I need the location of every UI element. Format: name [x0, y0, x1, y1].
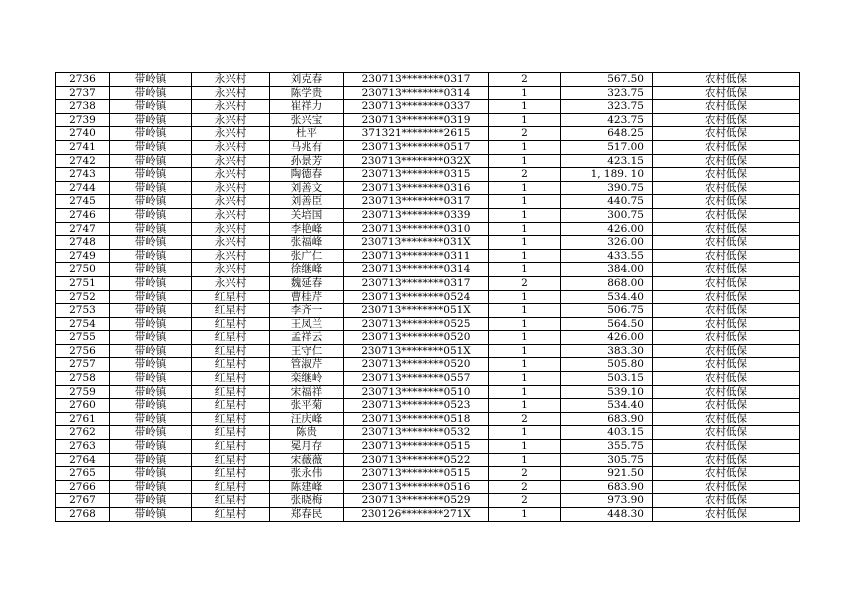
- id-number-cell: 230126********271X: [344, 508, 489, 522]
- aid-type-cell: 农村低保: [653, 344, 800, 358]
- row-number-cell: 2745: [56, 195, 110, 209]
- aid-type-cell: 农村低保: [653, 317, 800, 331]
- row-number-cell: 2751: [56, 276, 110, 290]
- household-count-cell: 1: [489, 86, 561, 100]
- name-cell: 陈学贵: [270, 86, 344, 100]
- id-number-cell: 230713********0515: [344, 440, 489, 454]
- table-row: [56, 100, 800, 114]
- name-cell: 宋薇薇: [270, 453, 344, 467]
- table-row: [56, 372, 800, 386]
- town-cell: 带岭镇: [110, 304, 192, 318]
- village-cell: 红星村: [192, 494, 270, 508]
- table-row: [56, 480, 800, 494]
- aid-type-cell: 农村低保: [653, 358, 800, 372]
- id-number-cell: 230713********0515: [344, 467, 489, 481]
- aid-type-cell: 农村低保: [653, 412, 800, 426]
- aid-type-cell: 农村低保: [653, 331, 800, 345]
- village-cell: 永兴村: [192, 208, 270, 222]
- amount-cell: 648.25: [561, 127, 653, 141]
- aid-type-cell: 农村低保: [653, 494, 800, 508]
- household-count-cell: 1: [489, 304, 561, 318]
- aid-type-cell: 农村低保: [653, 140, 800, 154]
- amount-cell: 390.75: [561, 181, 653, 195]
- village-cell: 红星村: [192, 344, 270, 358]
- village-cell: 永兴村: [192, 100, 270, 114]
- row-number-cell: 2755: [56, 331, 110, 345]
- amount-cell: 539.10: [561, 385, 653, 399]
- village-cell: 红星村: [192, 304, 270, 318]
- table-row: [56, 195, 800, 209]
- town-cell: 带岭镇: [110, 168, 192, 182]
- village-cell: 红星村: [192, 290, 270, 304]
- town-cell: 带岭镇: [110, 140, 192, 154]
- beneficiary-table: [55, 72, 800, 522]
- village-cell: 永兴村: [192, 236, 270, 250]
- amount-cell: 423.75: [561, 113, 653, 127]
- id-number-cell: 230713********0518: [344, 412, 489, 426]
- table-row: [56, 331, 800, 345]
- household-count-cell: 1: [489, 236, 561, 250]
- town-cell: 带岭镇: [110, 127, 192, 141]
- amount-cell: 505.80: [561, 358, 653, 372]
- row-number-cell: 2746: [56, 208, 110, 222]
- id-number-cell: 230713********0510: [344, 385, 489, 399]
- table-row: [56, 290, 800, 304]
- row-number-cell: 2747: [56, 222, 110, 236]
- village-cell: 红星村: [192, 480, 270, 494]
- household-count-cell: 2: [489, 127, 561, 141]
- row-number-cell: 2752: [56, 290, 110, 304]
- household-count-cell: 1: [489, 358, 561, 372]
- name-cell: 汪庆峰: [270, 412, 344, 426]
- household-count-cell: 1: [489, 344, 561, 358]
- aid-type-cell: 农村低保: [653, 426, 800, 440]
- name-cell: 崔祥力: [270, 100, 344, 114]
- town-cell: 带岭镇: [110, 467, 192, 481]
- household-count-cell: 1: [489, 100, 561, 114]
- town-cell: 带岭镇: [110, 426, 192, 440]
- household-count-cell: 1: [489, 290, 561, 304]
- name-cell: 张永伟: [270, 467, 344, 481]
- household-count-cell: 1: [489, 426, 561, 440]
- town-cell: 带岭镇: [110, 222, 192, 236]
- village-cell: 永兴村: [192, 249, 270, 263]
- table-row: [56, 113, 800, 127]
- table-row: [56, 399, 800, 413]
- id-number-cell: 230713********0339: [344, 208, 489, 222]
- aid-type-cell: 农村低保: [653, 73, 800, 87]
- row-number-cell: 2761: [56, 412, 110, 426]
- name-cell: 陈贵: [270, 426, 344, 440]
- aid-type-cell: 农村低保: [653, 304, 800, 318]
- aid-type-cell: 农村低保: [653, 467, 800, 481]
- household-count-cell: 1: [489, 208, 561, 222]
- id-number-cell: 230713********0520: [344, 331, 489, 345]
- id-number-cell: 230713********032X: [344, 154, 489, 168]
- village-cell: 红星村: [192, 385, 270, 399]
- table-row: [56, 304, 800, 318]
- village-cell: 红星村: [192, 453, 270, 467]
- aid-type-cell: 农村低保: [653, 154, 800, 168]
- name-cell: 魏延春: [270, 276, 344, 290]
- aid-type-cell: 农村低保: [653, 86, 800, 100]
- row-number-cell: 2736: [56, 73, 110, 87]
- household-count-cell: 1: [489, 140, 561, 154]
- town-cell: 带岭镇: [110, 508, 192, 522]
- row-number-cell: 2765: [56, 467, 110, 481]
- town-cell: 带岭镇: [110, 236, 192, 250]
- id-number-cell: 230713********0337: [344, 100, 489, 114]
- amount-cell: 973.90: [561, 494, 653, 508]
- household-count-cell: 1: [489, 317, 561, 331]
- village-cell: 永兴村: [192, 168, 270, 182]
- household-count-cell: 2: [489, 480, 561, 494]
- id-number-cell: 230713********0523: [344, 399, 489, 413]
- id-number-cell: 371321********2615: [344, 127, 489, 141]
- household-count-cell: 1: [489, 399, 561, 413]
- table-row: [56, 344, 800, 358]
- id-number-cell: 230713********0522: [344, 453, 489, 467]
- name-cell: 张广仁: [270, 249, 344, 263]
- amount-cell: 567.50: [561, 73, 653, 87]
- name-cell: 李艳峰: [270, 222, 344, 236]
- row-number-cell: 2766: [56, 480, 110, 494]
- aid-type-cell: 农村低保: [653, 385, 800, 399]
- town-cell: 带岭镇: [110, 263, 192, 277]
- name-cell: 李齐一: [270, 304, 344, 318]
- row-number-cell: 2740: [56, 127, 110, 141]
- table-row: [56, 385, 800, 399]
- amount-cell: 384.00: [561, 263, 653, 277]
- town-cell: 带岭镇: [110, 73, 192, 87]
- amount-cell: 426.00: [561, 222, 653, 236]
- town-cell: 带岭镇: [110, 480, 192, 494]
- name-cell: 栾继岭: [270, 372, 344, 386]
- table-row: [56, 426, 800, 440]
- town-cell: 带岭镇: [110, 412, 192, 426]
- id-number-cell: 230713********0557: [344, 372, 489, 386]
- row-number-cell: 2767: [56, 494, 110, 508]
- table-row: [56, 86, 800, 100]
- aid-type-cell: 农村低保: [653, 236, 800, 250]
- id-number-cell: 230713********0317: [344, 73, 489, 87]
- table-row: [56, 73, 800, 87]
- aid-type-cell: 农村低保: [653, 127, 800, 141]
- row-number-cell: 2743: [56, 168, 110, 182]
- amount-cell: 423.15: [561, 154, 653, 168]
- id-number-cell: 230713********0314: [344, 263, 489, 277]
- aid-type-cell: 农村低保: [653, 276, 800, 290]
- aid-type-cell: 农村低保: [653, 372, 800, 386]
- aid-type-cell: 农村低保: [653, 222, 800, 236]
- town-cell: 带岭镇: [110, 358, 192, 372]
- id-number-cell: 230713********051X: [344, 344, 489, 358]
- amount-cell: 355.75: [561, 440, 653, 454]
- name-cell: 徐继峰: [270, 263, 344, 277]
- amount-cell: 868.00: [561, 276, 653, 290]
- id-number-cell: 230713********0317: [344, 195, 489, 209]
- town-cell: 带岭镇: [110, 453, 192, 467]
- town-cell: 带岭镇: [110, 440, 192, 454]
- id-number-cell: 230713********0524: [344, 290, 489, 304]
- village-cell: 红星村: [192, 508, 270, 522]
- table-row: [56, 494, 800, 508]
- row-number-cell: 2768: [56, 508, 110, 522]
- household-count-cell: 1: [489, 154, 561, 168]
- village-cell: 永兴村: [192, 181, 270, 195]
- household-count-cell: 1: [489, 385, 561, 399]
- village-cell: 红星村: [192, 412, 270, 426]
- name-cell: 张晓梅: [270, 494, 344, 508]
- id-number-cell: 230713********051X: [344, 304, 489, 318]
- table-row: [56, 276, 800, 290]
- town-cell: 带岭镇: [110, 249, 192, 263]
- village-cell: 永兴村: [192, 113, 270, 127]
- row-number-cell: 2748: [56, 236, 110, 250]
- name-cell: 宋福祥: [270, 385, 344, 399]
- household-count-cell: 2: [489, 73, 561, 87]
- row-number-cell: 2760: [56, 399, 110, 413]
- aid-type-cell: 农村低保: [653, 453, 800, 467]
- village-cell: 永兴村: [192, 154, 270, 168]
- id-number-cell: 230713********0310: [344, 222, 489, 236]
- name-cell: 曹桂芹: [270, 290, 344, 304]
- amount-cell: 305.75: [561, 453, 653, 467]
- name-cell: 冕月存: [270, 440, 344, 454]
- aid-type-cell: 农村低保: [653, 208, 800, 222]
- town-cell: 带岭镇: [110, 100, 192, 114]
- name-cell: 陈建峰: [270, 480, 344, 494]
- row-number-cell: 2762: [56, 426, 110, 440]
- town-cell: 带岭镇: [110, 276, 192, 290]
- village-cell: 红星村: [192, 358, 270, 372]
- town-cell: 带岭镇: [110, 113, 192, 127]
- town-cell: 带岭镇: [110, 385, 192, 399]
- village-cell: 永兴村: [192, 140, 270, 154]
- amount-cell: 300.75: [561, 208, 653, 222]
- amount-cell: 921.50: [561, 467, 653, 481]
- village-cell: 红星村: [192, 440, 270, 454]
- town-cell: 带岭镇: [110, 331, 192, 345]
- household-count-cell: 2: [489, 494, 561, 508]
- amount-cell: 433.55: [561, 249, 653, 263]
- village-cell: 永兴村: [192, 222, 270, 236]
- village-cell: 红星村: [192, 317, 270, 331]
- name-cell: 郑春民: [270, 508, 344, 522]
- household-count-cell: 1: [489, 440, 561, 454]
- name-cell: 杜平: [270, 127, 344, 141]
- id-number-cell: 230713********0520: [344, 358, 489, 372]
- row-number-cell: 2742: [56, 154, 110, 168]
- amount-cell: 683.90: [561, 412, 653, 426]
- aid-type-cell: 农村低保: [653, 249, 800, 263]
- household-count-cell: 1: [489, 181, 561, 195]
- amount-cell: 503.15: [561, 372, 653, 386]
- aid-type-cell: 农村低保: [653, 399, 800, 413]
- id-number-cell: 230713********0319: [344, 113, 489, 127]
- name-cell: 管淑芹: [270, 358, 344, 372]
- amount-cell: 683.90: [561, 480, 653, 494]
- aid-type-cell: 农村低保: [653, 100, 800, 114]
- village-cell: 永兴村: [192, 86, 270, 100]
- name-cell: 马兆有: [270, 140, 344, 154]
- name-cell: 刘善臣: [270, 195, 344, 209]
- household-count-cell: 1: [489, 331, 561, 345]
- amount-cell: 440.75: [561, 195, 653, 209]
- amount-cell: 1, 189. 10: [561, 168, 653, 182]
- town-cell: 带岭镇: [110, 372, 192, 386]
- id-number-cell: 230713********0516: [344, 480, 489, 494]
- table-row: [56, 168, 800, 182]
- row-number-cell: 2764: [56, 453, 110, 467]
- village-cell: 永兴村: [192, 127, 270, 141]
- table-row: [56, 127, 800, 141]
- name-cell: 孙景芳: [270, 154, 344, 168]
- amount-cell: 448.30: [561, 508, 653, 522]
- household-count-cell: 1: [489, 249, 561, 263]
- aid-type-cell: 农村低保: [653, 113, 800, 127]
- table-row: [56, 508, 800, 522]
- aid-type-cell: 农村低保: [653, 181, 800, 195]
- table-row: [56, 222, 800, 236]
- town-cell: 带岭镇: [110, 181, 192, 195]
- id-number-cell: 230713********0517: [344, 140, 489, 154]
- amount-cell: 403.15: [561, 426, 653, 440]
- id-number-cell: 230713********0525: [344, 317, 489, 331]
- town-cell: 带岭镇: [110, 344, 192, 358]
- id-number-cell: 230713********0529: [344, 494, 489, 508]
- row-number-cell: 2756: [56, 344, 110, 358]
- id-number-cell: 230713********031X: [344, 236, 489, 250]
- row-number-cell: 2738: [56, 100, 110, 114]
- name-cell: 关培国: [270, 208, 344, 222]
- row-number-cell: 2750: [56, 263, 110, 277]
- row-number-cell: 2754: [56, 317, 110, 331]
- village-cell: 红星村: [192, 331, 270, 345]
- town-cell: 带岭镇: [110, 317, 192, 331]
- household-count-cell: 1: [489, 263, 561, 277]
- amount-cell: 506.75: [561, 304, 653, 318]
- amount-cell: 426.00: [561, 331, 653, 345]
- id-number-cell: 230713********0316: [344, 181, 489, 195]
- amount-cell: 383.30: [561, 344, 653, 358]
- village-cell: 永兴村: [192, 73, 270, 87]
- village-cell: 红星村: [192, 399, 270, 413]
- household-count-cell: 1: [489, 508, 561, 522]
- amount-cell: 534.40: [561, 290, 653, 304]
- table-row: [56, 140, 800, 154]
- amount-cell: 534.40: [561, 399, 653, 413]
- table-row: [56, 467, 800, 481]
- household-count-cell: 2: [489, 412, 561, 426]
- aid-type-cell: 农村低保: [653, 480, 800, 494]
- household-count-cell: 2: [489, 168, 561, 182]
- table-body: [56, 73, 800, 522]
- table-row: [56, 249, 800, 263]
- name-cell: 孟祥云: [270, 331, 344, 345]
- row-number-cell: 2744: [56, 181, 110, 195]
- table-row: [56, 154, 800, 168]
- village-cell: 永兴村: [192, 195, 270, 209]
- aid-type-cell: 农村低保: [653, 168, 800, 182]
- household-count-cell: 1: [489, 113, 561, 127]
- aid-type-cell: 农村低保: [653, 195, 800, 209]
- aid-type-cell: 农村低保: [653, 440, 800, 454]
- amount-cell: 323.75: [561, 86, 653, 100]
- row-number-cell: 2749: [56, 249, 110, 263]
- table-row: [56, 181, 800, 195]
- row-number-cell: 2737: [56, 86, 110, 100]
- name-cell: 刘克春: [270, 73, 344, 87]
- table-row: [56, 412, 800, 426]
- household-count-cell: 2: [489, 276, 561, 290]
- amount-cell: 564.50: [561, 317, 653, 331]
- table-row: [56, 263, 800, 277]
- village-cell: 红星村: [192, 467, 270, 481]
- town-cell: 带岭镇: [110, 86, 192, 100]
- town-cell: 带岭镇: [110, 399, 192, 413]
- row-number-cell: 2759: [56, 385, 110, 399]
- aid-type-cell: 农村低保: [653, 508, 800, 522]
- household-count-cell: 1: [489, 195, 561, 209]
- id-number-cell: 230713********0317: [344, 276, 489, 290]
- table-row: [56, 236, 800, 250]
- name-cell: 刘善文: [270, 181, 344, 195]
- id-number-cell: 230713********0315: [344, 168, 489, 182]
- amount-cell: 323.75: [561, 100, 653, 114]
- village-cell: 红星村: [192, 426, 270, 440]
- row-number-cell: 2753: [56, 304, 110, 318]
- town-cell: 带岭镇: [110, 154, 192, 168]
- town-cell: 带岭镇: [110, 290, 192, 304]
- table-row: [56, 317, 800, 331]
- row-number-cell: 2757: [56, 358, 110, 372]
- village-cell: 永兴村: [192, 263, 270, 277]
- id-number-cell: 230713********0532: [344, 426, 489, 440]
- name-cell: 王守仁: [270, 344, 344, 358]
- household-count-cell: 1: [489, 372, 561, 386]
- village-cell: 红星村: [192, 372, 270, 386]
- id-number-cell: 230713********0311: [344, 249, 489, 263]
- name-cell: 张福峰: [270, 236, 344, 250]
- name-cell: 张平菊: [270, 399, 344, 413]
- name-cell: 陶德春: [270, 168, 344, 182]
- table-row: [56, 208, 800, 222]
- household-count-cell: 1: [489, 222, 561, 236]
- town-cell: 带岭镇: [110, 494, 192, 508]
- town-cell: 带岭镇: [110, 195, 192, 209]
- row-number-cell: 2741: [56, 140, 110, 154]
- row-number-cell: 2739: [56, 113, 110, 127]
- id-number-cell: 230713********0314: [344, 86, 489, 100]
- household-count-cell: 1: [489, 453, 561, 467]
- table-row: [56, 358, 800, 372]
- amount-cell: 517.00: [561, 140, 653, 154]
- name-cell: 王凤兰: [270, 317, 344, 331]
- household-count-cell: 2: [489, 467, 561, 481]
- amount-cell: 326.00: [561, 236, 653, 250]
- village-cell: 永兴村: [192, 276, 270, 290]
- aid-type-cell: 农村低保: [653, 263, 800, 277]
- table-row: [56, 453, 800, 467]
- town-cell: 带岭镇: [110, 208, 192, 222]
- name-cell: 张兴宝: [270, 113, 344, 127]
- table-row: [56, 440, 800, 454]
- row-number-cell: 2763: [56, 440, 110, 454]
- aid-type-cell: 农村低保: [653, 290, 800, 304]
- row-number-cell: 2758: [56, 372, 110, 386]
